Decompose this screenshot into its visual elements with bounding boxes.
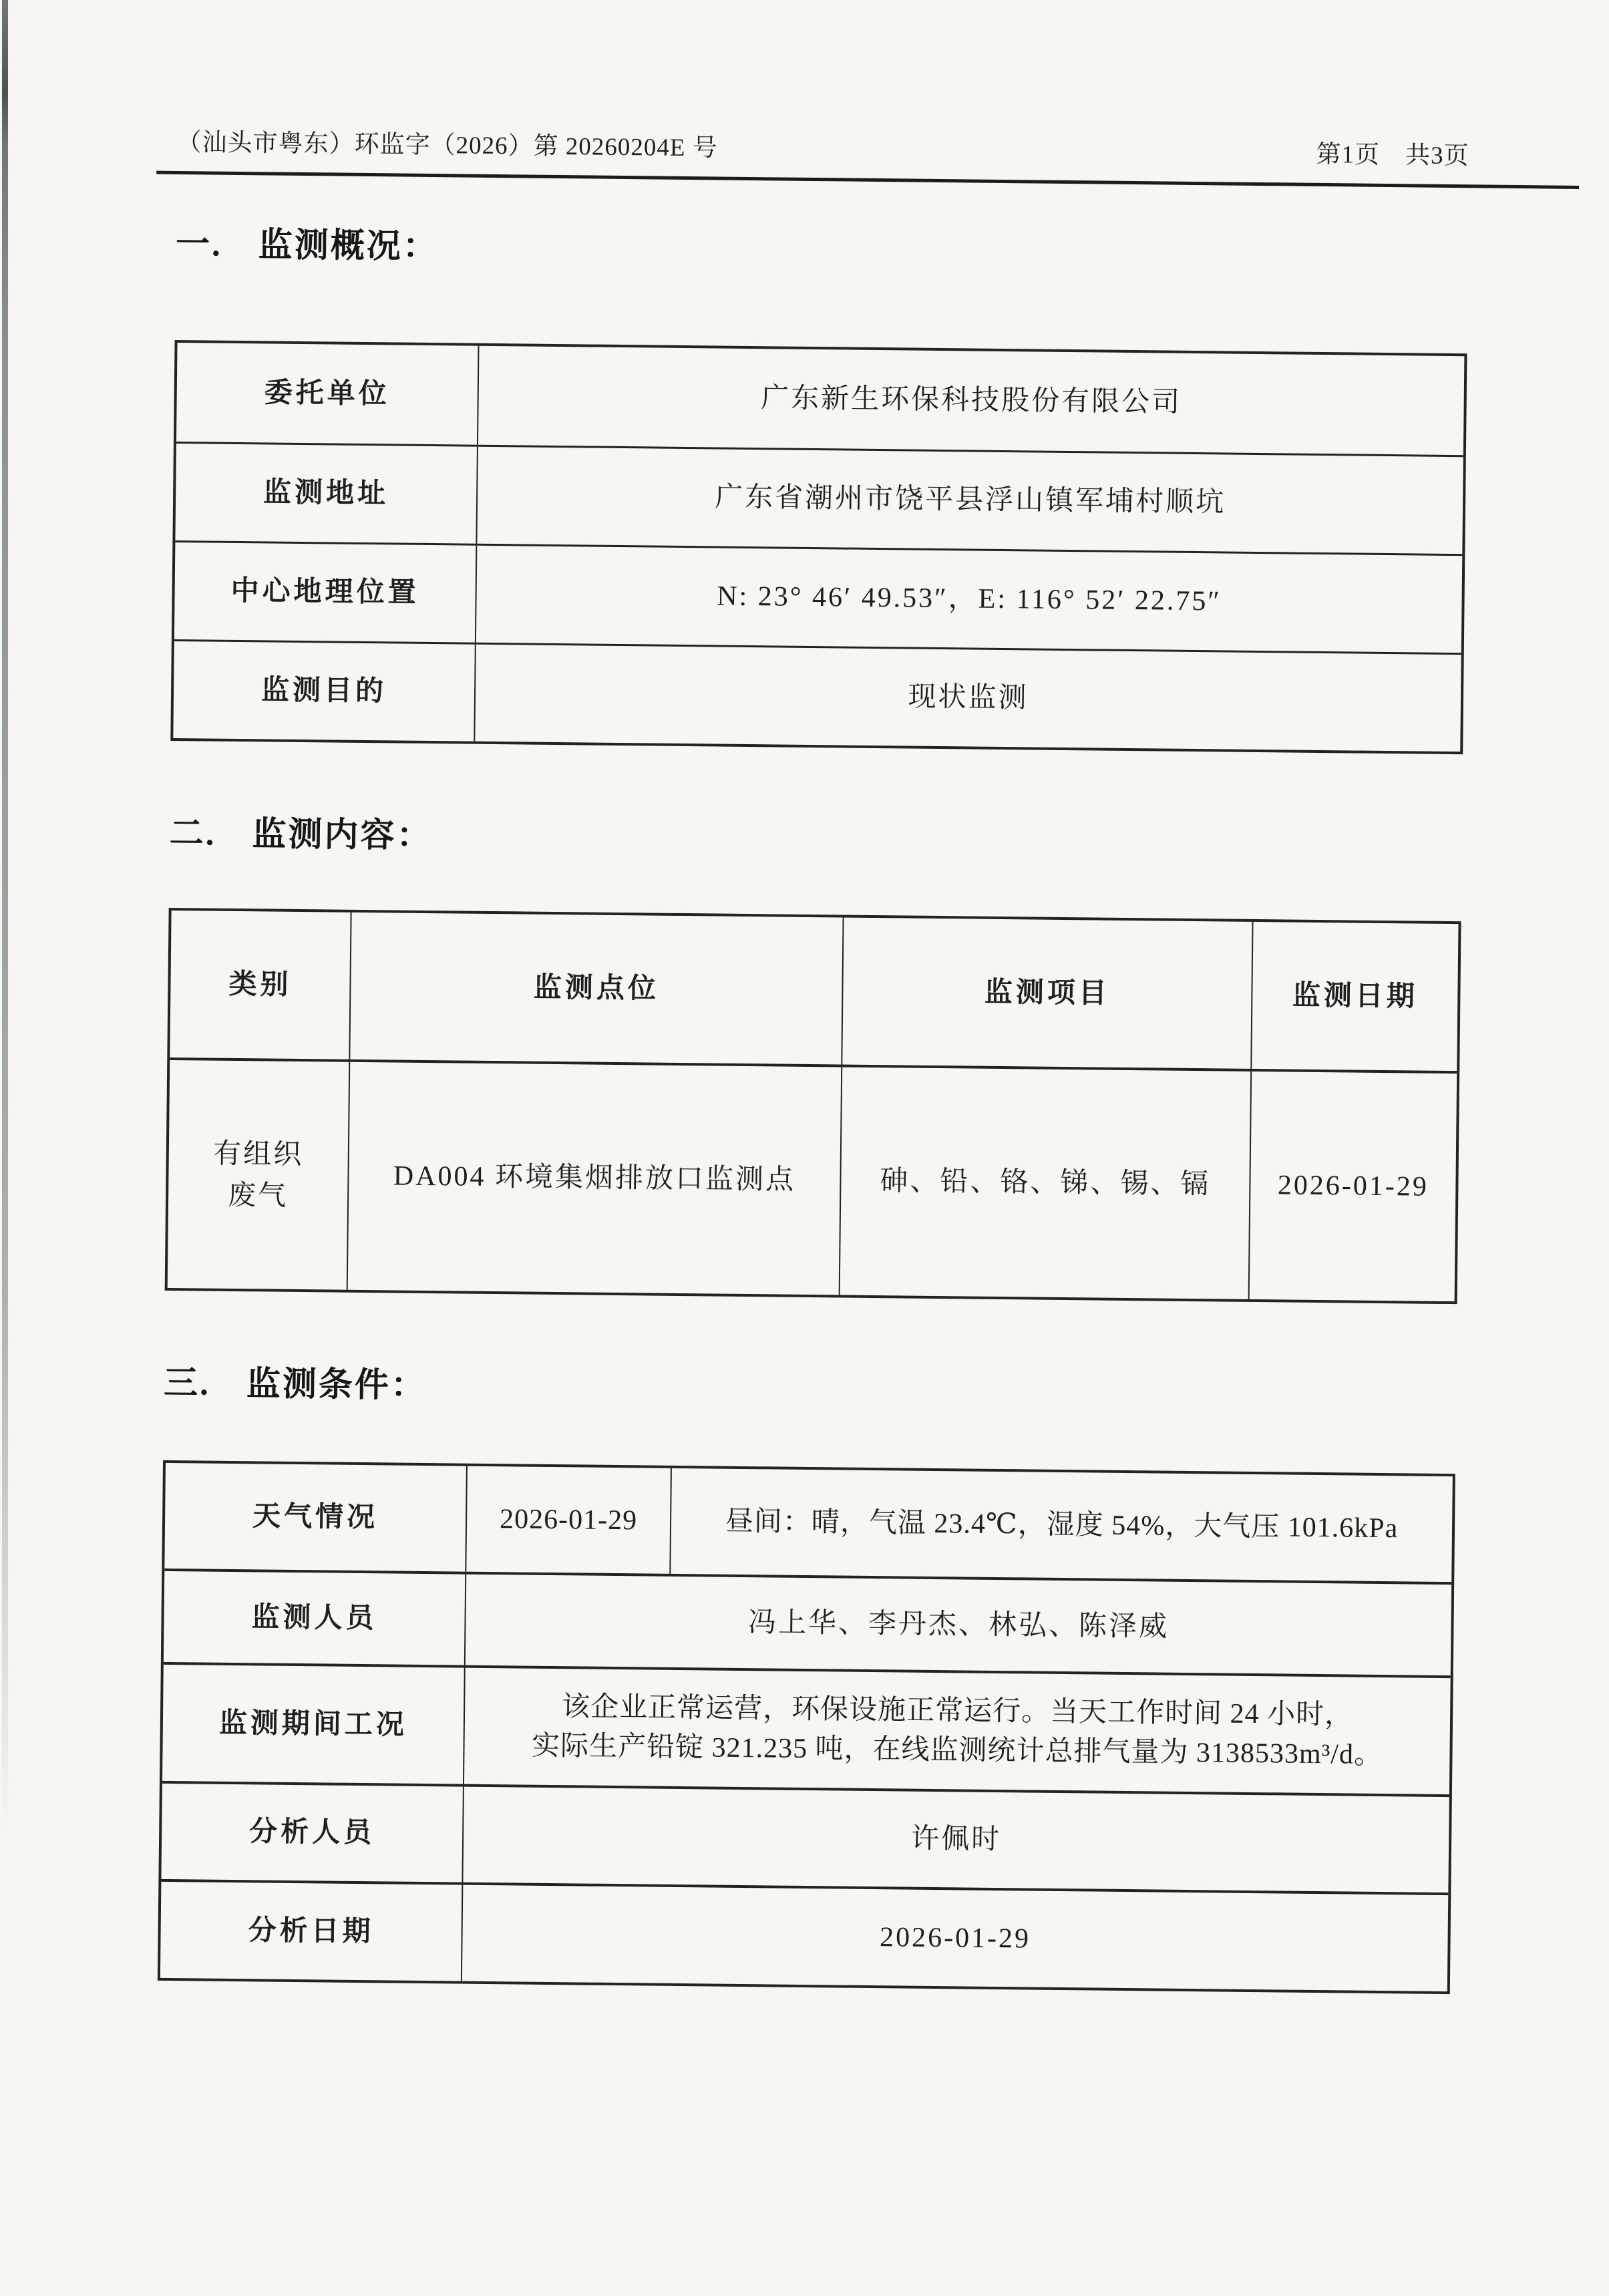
row-label: 监测目的 xyxy=(260,675,387,707)
content-table xyxy=(165,908,1461,1304)
cell-monitoring-point: DA004 环境集烟排放口监测点 xyxy=(347,1062,842,1295)
row-value: 2026-01-29 xyxy=(461,1885,1448,1991)
section-title-conditions: 三. 监测条件： xyxy=(163,1364,427,1406)
row-value: 现状监测 xyxy=(474,645,1461,752)
header-rule xyxy=(156,171,1579,189)
overview-table xyxy=(170,340,1467,754)
row-value: N: 23° 46′ 49.53″，E: 116° 52′ 22.75″ xyxy=(475,546,1462,653)
column-header-point: 监测点位 xyxy=(349,913,842,1065)
weather-detail: 昼间：晴，气温 23.4℃，湿度 54%，大气压 101.6kPa xyxy=(669,1468,1453,1582)
category-text xyxy=(212,1133,303,1216)
table-row-weather xyxy=(164,1463,1453,1582)
column-header-items: 监测项目 xyxy=(841,918,1252,1069)
row-value: 许佩时 xyxy=(462,1787,1449,1893)
cell-category xyxy=(168,1060,349,1290)
section-title-overview: 一. 监测概况： xyxy=(175,225,439,267)
table-row-analysis-date xyxy=(160,1879,1448,1991)
category-line2: 废气 xyxy=(227,1180,289,1212)
cell-monitoring-date: 2026-01-29 xyxy=(1248,1072,1457,1301)
table-row xyxy=(175,442,1463,554)
column-header-date: 监测日期 xyxy=(1250,922,1458,1071)
row-value: 冯上华、李丹杰、林弘、陈泽威 xyxy=(464,1575,1451,1675)
table-header-row xyxy=(170,911,1458,1071)
row-label: 监测期间工况 xyxy=(218,1707,408,1741)
table-row-working-condition xyxy=(162,1662,1451,1794)
row-label: 天气情况 xyxy=(252,1500,379,1533)
row-label: 委托单位 xyxy=(264,377,390,410)
column-header-category: 类别 xyxy=(228,969,292,1001)
working-condition-text xyxy=(463,1668,1451,1794)
table-row-analyst xyxy=(161,1781,1449,1893)
document-header xyxy=(176,122,1469,171)
table-row-personnel xyxy=(164,1569,1451,1675)
row-label: 中心地理位置 xyxy=(230,576,419,609)
row-label: 分析日期 xyxy=(248,1915,374,1947)
conditions-table xyxy=(158,1460,1455,1994)
weather-date: 2026-01-29 xyxy=(465,1466,671,1574)
scan-edge-artifact xyxy=(2,0,8,1837)
page-content xyxy=(158,122,1469,1994)
table-row xyxy=(168,1057,1457,1301)
row-value: 广东省潮州市饶平县浮山镇军埔村顺坑 xyxy=(476,447,1463,554)
row-label: 监测地址 xyxy=(262,477,389,510)
cell-monitoring-items: 砷、铅、铬、锑、锡、镉 xyxy=(839,1067,1251,1299)
table-row xyxy=(174,540,1462,653)
working-condition-line1: 该企业正常运营，环保设施正常运行。当天工作时间 24 小时， xyxy=(561,1691,1354,1731)
table-row xyxy=(173,639,1461,752)
category-line1: 有组织 xyxy=(213,1138,304,1170)
section-title-content: 二. 监测内容： xyxy=(169,814,433,856)
row-label: 监测人员 xyxy=(251,1601,377,1634)
page-indicator: 第1页 共3页 xyxy=(1316,140,1469,170)
row-label: 分析人员 xyxy=(248,1816,375,1849)
working-condition-line2: 实际生产铅锭 321.235 吨，在线监测统计总排气量为 3138533m³/d。 xyxy=(531,1730,1383,1771)
table-row xyxy=(176,343,1464,455)
doc-number: （汕头市粤东）环监字（2026）第 20260204E 号 xyxy=(176,128,718,162)
row-value: 广东新生环保科技股份有限公司 xyxy=(477,346,1464,455)
